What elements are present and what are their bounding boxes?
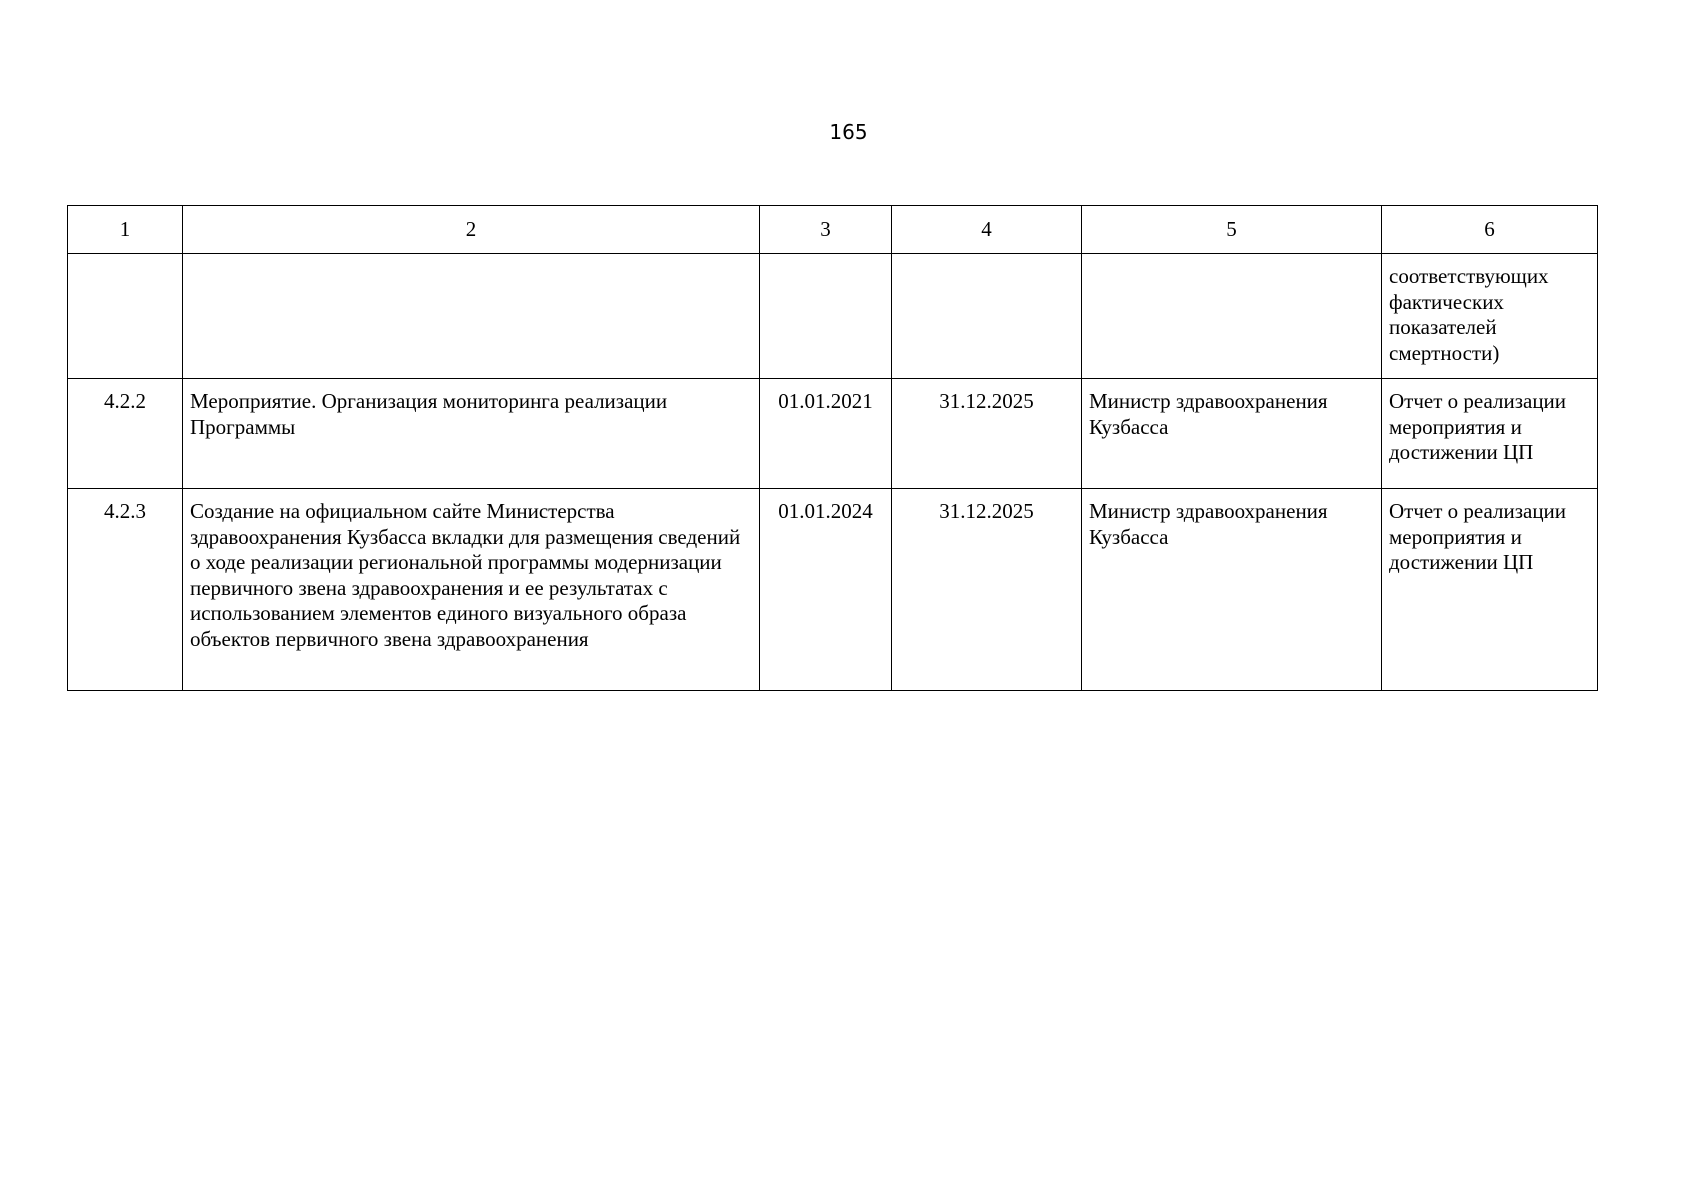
result-cell: соответствующих фактических показателей смертности) xyxy=(1382,254,1598,379)
row-number-cell: 4.2.2 xyxy=(68,379,183,489)
table-row xyxy=(68,379,1598,489)
column-header: 3 xyxy=(760,206,892,254)
result-cell: Отчет о реализации мероприятия и достижении ЦП xyxy=(1382,379,1598,489)
column-header: 4 xyxy=(892,206,1082,254)
column-header: 6 xyxy=(1382,206,1598,254)
end-date-cell: 31.12.2025 xyxy=(892,489,1082,691)
start-date-cell: 01.01.2021 xyxy=(760,379,892,489)
table-row xyxy=(68,254,1598,379)
responsible-cell: Министр здравоохранения Кузбасса xyxy=(1082,489,1382,691)
table-row xyxy=(68,489,1598,691)
responsible-cell: Министр здравоохранения Кузбасса xyxy=(1082,379,1382,489)
measure-title-cell: Мероприятие. Организация мониторинга реализации Программы xyxy=(183,379,760,489)
row-number-cell: 4.2.3 xyxy=(68,489,183,691)
measure-title-cell xyxy=(183,254,760,379)
column-header: 1 xyxy=(68,206,183,254)
end-date-cell: 31.12.2025 xyxy=(892,379,1082,489)
column-header: 5 xyxy=(1082,206,1382,254)
page-number: 165 xyxy=(829,120,868,144)
row-number-cell xyxy=(68,254,183,379)
start-date-cell: 01.01.2024 xyxy=(760,489,892,691)
measure-title-cell: Создание на официальном сайте Министерства здравоохранения Кузбасса вкладки для размещения сведений о ходе реализации региональной программы модернизации первичного звена здравоохранения и ее результатах с использованием элементов единого визуального образа объектов первичного звена здравоохранения xyxy=(183,489,760,691)
start-date-cell xyxy=(760,254,892,379)
table-header-row xyxy=(68,206,1598,254)
end-date-cell xyxy=(892,254,1082,379)
measures-table xyxy=(67,205,1598,691)
result-cell: Отчет о реализации мероприятия и достижении ЦП xyxy=(1382,489,1598,691)
responsible-cell xyxy=(1082,254,1382,379)
column-header: 2 xyxy=(183,206,760,254)
